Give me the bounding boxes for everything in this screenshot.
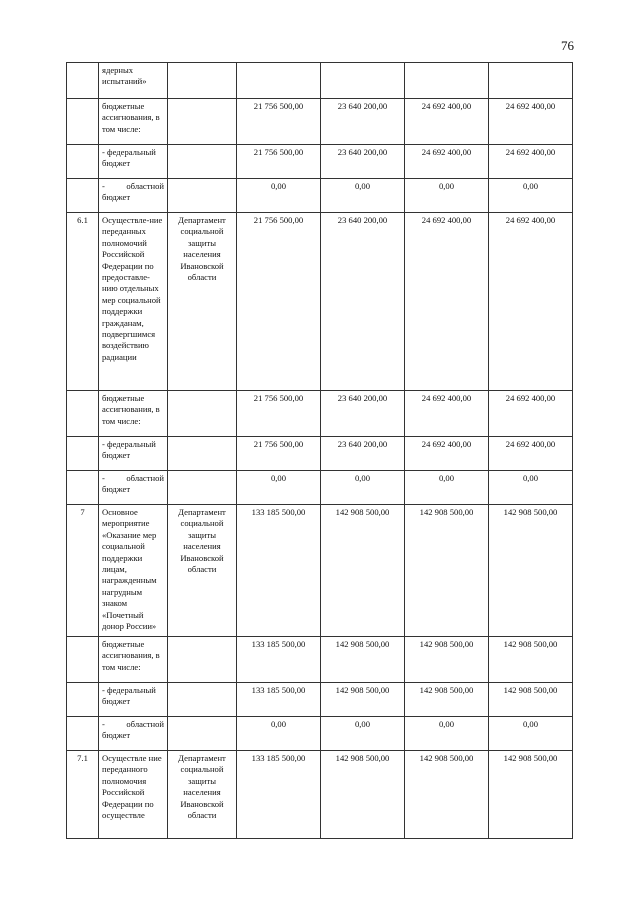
- table-row: [67, 637, 573, 683]
- row-value-2: 23 640 200,00: [321, 145, 405, 179]
- table-row: [67, 145, 573, 179]
- row-executor: Департамент социальной защиты населения Ивановской области: [168, 751, 237, 839]
- row-value-4: [489, 63, 573, 99]
- row-value-3: 24 692 400,00: [405, 213, 489, 391]
- table-row: [67, 179, 573, 213]
- budget-table: [66, 62, 573, 839]
- row-name: бюджетные ассигнования, в том числе:: [99, 99, 168, 145]
- row-executor: [168, 99, 237, 145]
- row-value-3: 24 692 400,00: [405, 99, 489, 145]
- row-name: бюджетные ассигнования, в том числе:: [99, 391, 168, 437]
- row-value-3: 0,00: [405, 471, 489, 505]
- row-name: - областной бюджет: [99, 471, 168, 505]
- row-value-3: [405, 63, 489, 99]
- row-executor: [168, 391, 237, 437]
- row-value-1: 21 756 500,00: [237, 99, 321, 145]
- table-row: [67, 63, 573, 99]
- row-value-1: 21 756 500,00: [237, 391, 321, 437]
- row-value-1: 0,00: [237, 717, 321, 751]
- row-value-4: 24 692 400,00: [489, 213, 573, 391]
- row-value-2: 23 640 200,00: [321, 437, 405, 471]
- row-code: 7.1: [67, 751, 99, 839]
- row-value-4: 142 908 500,00: [489, 751, 573, 839]
- row-name: - федеральный бюджет: [99, 437, 168, 471]
- row-value-2: 23 640 200,00: [321, 391, 405, 437]
- row-executor: [168, 437, 237, 471]
- row-name: - областной бюджет: [99, 717, 168, 751]
- row-value-3: 142 908 500,00: [405, 637, 489, 683]
- row-executor: [168, 145, 237, 179]
- row-value-1: 21 756 500,00: [237, 213, 321, 391]
- row-value-4: 142 908 500,00: [489, 683, 573, 717]
- row-code: [67, 437, 99, 471]
- row-value-2: 0,00: [321, 471, 405, 505]
- table-row: [67, 213, 573, 391]
- row-name: - федеральный бюджет: [99, 683, 168, 717]
- table-row: [67, 391, 573, 437]
- row-value-1: 0,00: [237, 471, 321, 505]
- row-value-1: 21 756 500,00: [237, 437, 321, 471]
- row-value-2: [321, 63, 405, 99]
- row-value-3: 142 908 500,00: [405, 683, 489, 717]
- row-code: [67, 683, 99, 717]
- row-code: 7: [67, 505, 99, 637]
- row-value-3: 142 908 500,00: [405, 751, 489, 839]
- row-code: [67, 179, 99, 213]
- row-value-4: 0,00: [489, 179, 573, 213]
- table-row: [67, 751, 573, 839]
- row-value-3: 142 908 500,00: [405, 505, 489, 637]
- row-executor: [168, 683, 237, 717]
- row-value-2: 23 640 200,00: [321, 99, 405, 145]
- row-value-1: 0,00: [237, 179, 321, 213]
- row-value-1: 21 756 500,00: [237, 145, 321, 179]
- table-row: [67, 437, 573, 471]
- row-executor: [168, 179, 237, 213]
- row-value-2: 142 908 500,00: [321, 505, 405, 637]
- table-row: [67, 683, 573, 717]
- table-row: [67, 505, 573, 637]
- table-row: [67, 717, 573, 751]
- row-value-4: 0,00: [489, 717, 573, 751]
- row-name: Основное мероприятие «Оказание мер социальной поддержки лицам, награжденным нагрудным знаком «Почетный донор России»: [99, 505, 168, 637]
- row-code: [67, 145, 99, 179]
- row-code: 6.1: [67, 213, 99, 391]
- row-value-1: 133 185 500,00: [237, 751, 321, 839]
- row-code: [67, 63, 99, 99]
- row-value-3: 0,00: [405, 179, 489, 213]
- row-value-2: 142 908 500,00: [321, 683, 405, 717]
- row-value-4: 0,00: [489, 471, 573, 505]
- row-name: Осуществле-ние переданных полномочий Российской Федерации по предоставле-нию отдельных мер социальной поддержки гражданам, подвергшимся воздействию радиации: [99, 213, 168, 391]
- row-executor: [168, 637, 237, 683]
- row-executor: Департамент социальной защиты населения Ивановской области: [168, 505, 237, 637]
- row-value-2: 142 908 500,00: [321, 637, 405, 683]
- row-value-4: 24 692 400,00: [489, 437, 573, 471]
- row-value-3: 24 692 400,00: [405, 391, 489, 437]
- row-executor: Департамент социальной защиты населения Ивановской области: [168, 213, 237, 391]
- row-value-3: 24 692 400,00: [405, 437, 489, 471]
- row-code: [67, 717, 99, 751]
- page-number: 76: [561, 38, 574, 53]
- table-row: [67, 99, 573, 145]
- row-value-1: [237, 63, 321, 99]
- row-code: [67, 99, 99, 145]
- row-value-2: 142 908 500,00: [321, 751, 405, 839]
- row-value-2: 23 640 200,00: [321, 213, 405, 391]
- row-value-2: 0,00: [321, 717, 405, 751]
- row-value-3: 24 692 400,00: [405, 145, 489, 179]
- row-name: Осуществле ние переданного полномочия Российской Федерации по осуществле: [99, 751, 168, 839]
- row-name: - федеральный бюджет: [99, 145, 168, 179]
- row-value-1: 133 185 500,00: [237, 683, 321, 717]
- row-name: бюджетные ассигнования, в том числе:: [99, 637, 168, 683]
- row-name: ядерных испытаний»: [99, 63, 168, 99]
- row-code: [67, 637, 99, 683]
- row-value-1: 133 185 500,00: [237, 637, 321, 683]
- row-value-4: 142 908 500,00: [489, 637, 573, 683]
- table-row: [67, 471, 573, 505]
- row-value-4: 142 908 500,00: [489, 505, 573, 637]
- row-code: [67, 471, 99, 505]
- row-executor: [168, 717, 237, 751]
- row-value-3: 0,00: [405, 717, 489, 751]
- row-executor: [168, 63, 237, 99]
- row-value-4: 24 692 400,00: [489, 391, 573, 437]
- row-code: [67, 391, 99, 437]
- row-name: - областной бюджет: [99, 179, 168, 213]
- row-value-2: 0,00: [321, 179, 405, 213]
- row-value-4: 24 692 400,00: [489, 145, 573, 179]
- row-value-1: 133 185 500,00: [237, 505, 321, 637]
- row-value-4: 24 692 400,00: [489, 99, 573, 145]
- row-executor: [168, 471, 237, 505]
